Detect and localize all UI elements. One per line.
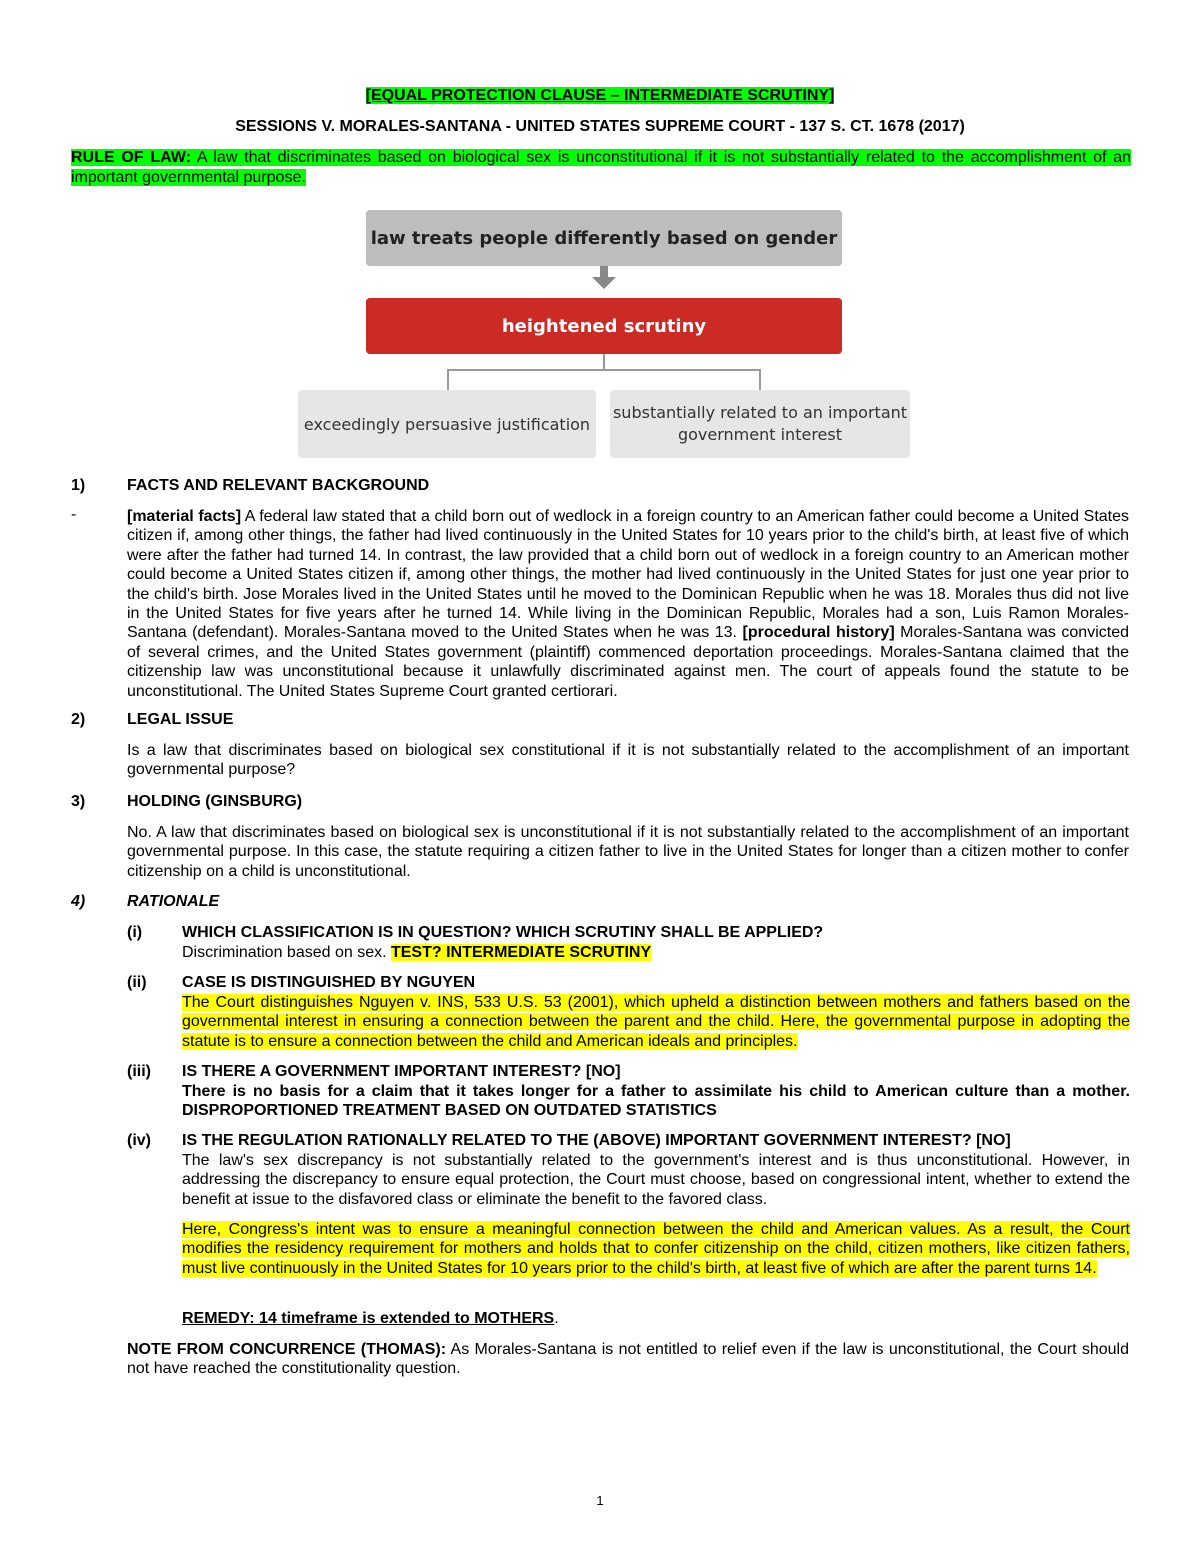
document-title [0, 87, 1200, 105]
rationale-text-congress [182, 1220, 1130, 1278]
facts-paragraph [127, 507, 1129, 701]
material-facts-tag: [material facts] [127, 508, 242, 525]
remedy-period: . [554, 1310, 559, 1327]
holding-paragraph: No. A law that discriminates based on biological sex is unconstitutional if it is not substantially related to the accomplishment of an important governmental purpose. In this case, the statute requiring a citizen father to live in the United States for longer than a citizen mother to confer citizenship on a child is unconstitutional. [127, 824, 1129, 880]
section-heading-rationale: RATIONALE [127, 893, 220, 910]
concurrence-text: As Morales-Santana is not entitled to relief even if the law is unconstitutional, the Court should not have reached the constitutionality question. [127, 1341, 1130, 1378]
case-citation: SESSIONS V. MORALES-SANTANA - UNITED STATES SUPREME COURT - 137 S. CT. 1678 (2017) [235, 118, 965, 135]
title-text: [EQUAL PROTECTION CLAUSE – INTERMEDIATE SCRUTINY] [365, 87, 835, 104]
rationale-heading-interest: IS THERE A GOVERNMENT IMPORTANT INTEREST? [NO] [182, 1063, 621, 1080]
rationale-number: (ii) [127, 974, 147, 991]
section-number: 2) [71, 711, 86, 728]
rationale-heading-classification: WHICH CLASSIFICATION IS IN QUESTION? WHICH SCRUTINY SHALL BE APPLIED? [182, 924, 824, 941]
section-heading-issue: LEGAL ISSUE [127, 711, 234, 728]
classification-text: Discrimination based on sex. [182, 944, 391, 961]
section-heading-facts: FACTS AND RELEVANT BACKGROUND [127, 477, 430, 494]
procedural-history-tag: [procedural history] [742, 624, 895, 642]
rationale-text-nguyen [182, 993, 1130, 1051]
remedy-text: REMEDY: 14 timeframe is extended to MOTHERS [182, 1310, 555, 1327]
section-heading-holding: HOLDING (GINSBURG) [127, 793, 303, 810]
test-highlight: TEST? INTERMEDIATE SCRUTINY [390, 944, 652, 961]
diagram-box-heightened-scrutiny: heightened scrutiny [366, 298, 842, 354]
rationale-text-related: The law's sex discrepancy is not substantially related to the government's interest and is thus unconstitutional. However, in addressing the discrepancy to ensure equal protection, the Court must choose, based on congressional intent, whether to extend the benefit at issue to the disfavored class or eliminate the benefit to the favored class. [182, 1152, 1130, 1208]
scrutiny-diagram [290, 200, 920, 468]
section-number: 4) [71, 893, 86, 910]
rule-label: RULE OF LAW: [71, 149, 191, 166]
diagram-connector-horizontal [447, 369, 761, 371]
diagram-box-substantially-related: substantially related to an important government interest [610, 390, 910, 458]
issue-paragraph: Is a law that discriminates based on biological sex constitutional if it is not substantially related to the accomplishment of an important governmental purpose? [127, 742, 1129, 779]
rationale-text-interest: There is no basis for a claim that it takes longer for a father to assimilate his child to American culture than a mother. DISPROPORTIONED TREATMENT BASED ON OUTDATED STATISTICS [182, 1083, 1130, 1120]
rationale-number: (iv) [127, 1132, 151, 1149]
rationale-heading-nguyen: CASE IS DISTINGUISHED BY NGUYEN [182, 974, 476, 991]
rationale-number: (iii) [127, 1063, 151, 1080]
page-number: 1 [596, 1493, 604, 1508]
nguyen-highlight: The Court distinguishes Nguyen v. INS, 533 U.S. 53 (2001), which upheld a distinction between mothers and fathers based on the governmental interest in ensuring a connection between the parent and the child. Here, the governmental purpose in adopting the statute is to ensure a connection between the child and American ideals and principles. [182, 994, 1130, 1050]
congress-highlight: Here, Congress's intent was to ensure a meaningful connection between the child and American values. As a result, the Court modifies the residency requirement for mothers and holds that to confer citizenship on the child, citizen mothers, like citizen fathers, must live continuously in the United States for 10 years prior to the child's birth, at least five of which are after the parent turns 14. [182, 1221, 1130, 1277]
section-number: 3) [71, 793, 86, 810]
remedy-line [182, 1309, 1130, 1328]
diagram-box-gender: law treats people differently based on gender [366, 210, 842, 266]
rule-text: A law that discriminates based on biological sex is unconstitutional if it is not substantially related to the accomplishment of an important governmental purpose. [71, 149, 1132, 186]
diagram-arrow-head-icon [592, 277, 616, 289]
diagram-connector-left [447, 369, 449, 390]
rule-of-law [71, 148, 1131, 187]
rationale-text-classification [182, 943, 1130, 962]
diagram-connector-right [759, 369, 761, 390]
diagram-box-persuasive-justification: exceedingly persuasive justification [298, 390, 596, 458]
section-number: 1) [71, 477, 86, 494]
facts-dash: - [71, 506, 77, 523]
facts-text: A federal law stated that a child born out of wedlock in a foreign country to an American father could become a United States citizen if, among other things, the father had lived continuously in the United States for 10 years prior to the child's birth, at least five of which were after the father had turned 14. In contrast, the law provided that a child born out of wedlock in a foreign country to an American mother could become a United States citizen if, among other things, the mother had lived continuously in the United States for just one year prior to the child's birth. Jose Morales lived in the United States until he moved to the Dominican Republic when he was 18. Morales thus did not live in the United States for five years after he turned 14. While living in the Dominican Republic, Morales had a son, Luis Ramon Morales-Santana (defendant). Morales-Santana moved to the United States when he was 13. [127, 508, 1130, 642]
concurrence-note [127, 1340, 1129, 1379]
rationale-number: (i) [127, 924, 143, 941]
concurrence-label: NOTE FROM CONCURRENCE (THOMAS): [127, 1341, 447, 1358]
rationale-heading-related: IS THE REGULATION RATIONALLY RELATED TO THE (ABOVE) IMPORTANT GOVERNMENT INTEREST? [NO] [182, 1132, 1011, 1149]
diagram-connector-vertical [603, 354, 605, 370]
procedural-text: Morales-Santana was convicted of several crimes, and the United States government (plaintiff) commenced deportation proceedings. Morales-Santana claimed that the citizenship law was unconstitutional because it unlawfully discriminated against men. The court of appeals found the statute to be unconstitutional. The United States Supreme Court granted certiorari. [127, 624, 1129, 700]
